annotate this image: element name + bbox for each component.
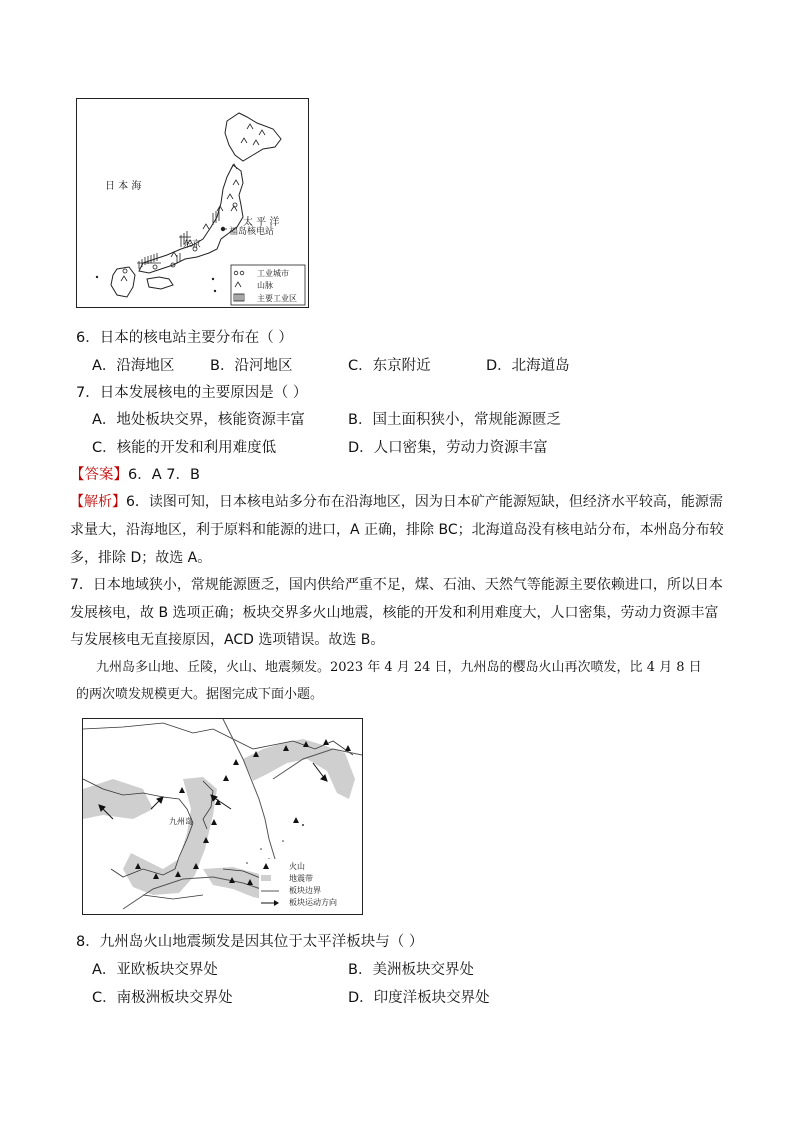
q7-option-c: C．核能的开发和利用难度低 bbox=[92, 440, 277, 456]
q6-option-d: D．北海道岛 bbox=[486, 358, 570, 374]
q8-stem: 8．九州岛火山地震频发是因其位于太平洋板块与（ ） bbox=[76, 934, 424, 950]
kyushu-label: 九州岛 bbox=[169, 817, 193, 826]
analysis-line-1 bbox=[70, 492, 723, 512]
analysis-line-2: 求量大，沿海地区，利于原料和能源的进口，A 正确，排除 BC；北海道岛没有核电站分布，本州岛分布较 bbox=[70, 522, 724, 538]
answer-line bbox=[70, 465, 200, 485]
analysis-text-1: 6．读图可知，日本核电站多分布在沿海地区，因为日本矿产能源短缺，但经济水平较高，能源需 bbox=[126, 494, 723, 510]
q8-option-b: B．美洲板块交界处 bbox=[348, 962, 474, 978]
japan-map bbox=[76, 98, 309, 308]
plate-map bbox=[82, 718, 363, 915]
answer-text: 6．A 7．B bbox=[128, 467, 200, 483]
legend-plate-boundary: 板块边界 bbox=[289, 886, 321, 895]
q6-stem: 6．日本的核电站主要分布在（ ） bbox=[76, 330, 293, 346]
fukushima-station-label: 福岛核电站 bbox=[229, 227, 275, 237]
legend-industrial-zone: 主要工业区 bbox=[257, 294, 297, 303]
q7-stem: 7．日本发展核电的主要原因是（ ） bbox=[76, 385, 308, 401]
legend-industrial-city: 工业城市 bbox=[257, 269, 289, 278]
sea-of-japan-label: 日 本 海 bbox=[105, 181, 142, 192]
q7-option-a: A．地处板块交界，核能资源丰富 bbox=[92, 412, 305, 428]
q7-option-b: B．国土面积狭小，常规能源匮乏 bbox=[348, 412, 561, 428]
industrial-city-markers bbox=[123, 203, 237, 273]
q8-option-c: C．南极洲板块交界处 bbox=[92, 990, 233, 1006]
legend-volcano: 火山 bbox=[289, 862, 305, 871]
legend-mountains: 山脉 bbox=[257, 281, 273, 290]
tokyo-label: 东京 bbox=[183, 240, 202, 250]
q7-option-d: D．人口密集，劳动力资源丰富 bbox=[348, 440, 548, 456]
q8-option-a: A．亚欧板块交界处 bbox=[92, 962, 218, 978]
legend-plate-motion: 板块运动方向 bbox=[289, 898, 337, 907]
analysis-line-4: 7．日本地域狭小，常规能源匮乏，国内供给严重不足，煤、石油、天然气等能源主要依赖进口，所以日本 bbox=[70, 577, 723, 593]
legend-seismic-belt: 地震带 bbox=[289, 874, 313, 883]
analysis-line-5: 发展核电，故 B 选项正确；板块交界多火山地震，核能的开发和利用难度大，人口密集，劳动力资源丰富 bbox=[70, 605, 719, 621]
answer-tag: 【答案】 bbox=[70, 467, 128, 483]
analysis-line-3: 多，排除 D；故选 A。 bbox=[70, 550, 212, 566]
passage-line-2: 的两次喷发规模更大。据图完成下面小题。 bbox=[76, 687, 324, 702]
passage-line-1: 九州岛多山地、丘陵，火山、地震频发。2023 年 4 月 24 日，九州岛的樱岛火山再次喷发，比 4 月 8 日 bbox=[96, 660, 702, 675]
q6-option-b: B．沿河地区 bbox=[210, 358, 293, 374]
pacific-ocean-label: 太 平 洋 bbox=[243, 217, 280, 228]
q6-option-c: C．东京附近 bbox=[348, 358, 431, 374]
q8-option-d: D．印度洋板块交界处 bbox=[348, 990, 490, 1006]
analysis-line-6: 与发展核电无直接原因，ACD 选项错误。故选 B。 bbox=[70, 632, 385, 648]
industrial-zone-hatching bbox=[139, 209, 219, 269]
analysis-tag: 【解析】 bbox=[70, 494, 126, 510]
q6-option-a: A．沿海地区 bbox=[92, 358, 175, 374]
